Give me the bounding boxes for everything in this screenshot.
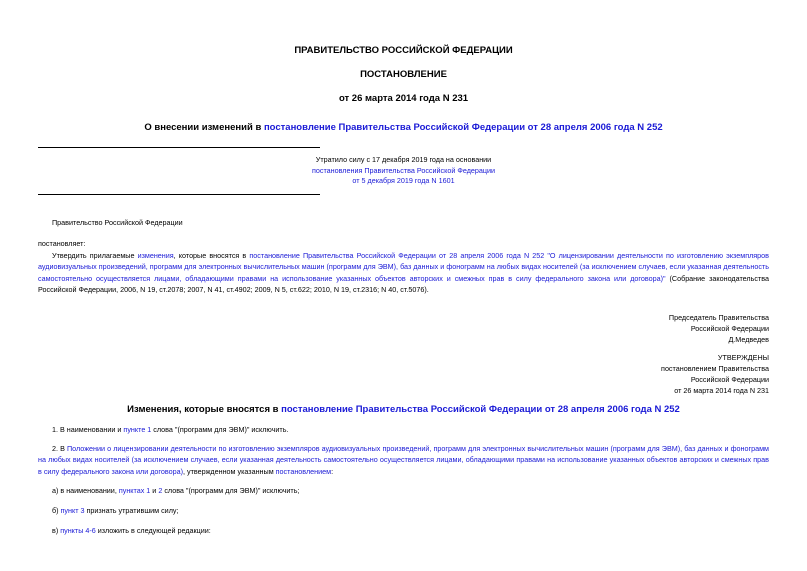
changes-title-link[interactable]: постановление Правительства Российской Федерации от 28 апреля 2006 года N 252 bbox=[281, 404, 680, 415]
decree-252-link[interactable]: постановление Правительства Российской Федерации от 28 апреля 2006 года N 252 "О лицензировании деятельности по изготовлению экземпляров аудиовизуальных произведений, программ для электронных вычислительных машин (программ для ЭВМ), баз данных и фонограмм на любых видах носителей (за исключением случаев, если указанная деятельность самостоятельно осуществляется лицами, обладающими правами на использование указанных объектов авторских и смежных прав в силу федерального закона или договора)" bbox=[38, 251, 769, 283]
signature-country: Российской Федерации bbox=[690, 324, 769, 333]
title-link[interactable]: постановление Правительства Российской Федерации от 28 апреля 2006 года N 252 bbox=[263, 122, 663, 133]
sub-a-link-1[interactable]: пунктах 1 bbox=[118, 486, 151, 495]
approval-block bbox=[661, 352, 769, 396]
item2-text-c: : bbox=[331, 466, 334, 476]
sub-c-text-b: изложить в следующей редакции: bbox=[95, 526, 211, 535]
p1-text-a: Утвердить прилагаемые bbox=[52, 251, 138, 260]
approved-by: постановлением Правительства bbox=[661, 364, 769, 373]
status-link-date[interactable]: от 5 декабря 2019 года N 1601 bbox=[352, 176, 455, 186]
issuer-line bbox=[38, 217, 769, 228]
status-block bbox=[200, 155, 607, 187]
item1-text-a: 1. В наименовании и bbox=[52, 425, 124, 434]
sub-a-text-a: а) в наименовании, bbox=[52, 486, 119, 495]
sub-item-a bbox=[38, 485, 769, 496]
item2-text-b: , утвержденном указанным bbox=[183, 466, 276, 476]
status-link-decree[interactable]: постановления Правительства Российской Федерации bbox=[311, 165, 496, 175]
document-date: от 26 марта 2014 года N 231 bbox=[338, 93, 469, 104]
item2-text-a: 2. В bbox=[52, 444, 68, 453]
approved-country: Российской Федерации bbox=[690, 375, 769, 384]
signature-title: Председатель Правительства bbox=[668, 313, 769, 322]
sub-item-b bbox=[38, 505, 769, 516]
change-item-1 bbox=[38, 424, 769, 435]
title-prefix: О внесении изменений в bbox=[144, 122, 264, 133]
item1-link[interactable]: пункте 1 bbox=[123, 425, 152, 434]
changes-link[interactable]: изменения bbox=[137, 251, 174, 260]
sub-b-text-b: признать утратившим силу; bbox=[84, 506, 179, 515]
item2-decree-link[interactable]: постановлением bbox=[275, 466, 332, 476]
sub-a-text-b: слова "(программ для ЭВМ)" исключить; bbox=[162, 486, 300, 495]
status-top-divider bbox=[38, 147, 320, 148]
sub-b-text-a: б) bbox=[52, 506, 61, 515]
item1-text-b: слова "(программ для ЭВМ)" исключить. bbox=[151, 425, 289, 434]
sub-b-link[interactable]: пункт 3 bbox=[60, 506, 85, 515]
issuer-text: Правительство Российской Федерации bbox=[52, 218, 183, 227]
signature-name: Д.Медведев bbox=[728, 335, 769, 344]
changes-title-prefix: Изменения, которые вносятся в bbox=[127, 404, 282, 415]
government-heading: ПРАВИТЕЛЬСТВО РОССИЙСКОЙ ФЕДЕРАЦИИ bbox=[294, 45, 513, 56]
main-paragraph bbox=[38, 250, 769, 296]
change-item-2 bbox=[38, 443, 769, 477]
sub-a-link-2[interactable]: 2 bbox=[158, 486, 163, 495]
p1-text-b: , которые вносятся в bbox=[173, 251, 250, 260]
p1-text-c: (Собрание законодательства Российской Федерации, 2006, N 19, ст.2078; 2007, N 41, ст.4902; 2009, N 5, ст.622; 2010, N 19, ст.2316; N 40, ст.5076). bbox=[38, 273, 769, 295]
changes-title bbox=[0, 404, 807, 415]
status-bottom-divider bbox=[38, 194, 320, 195]
sub-c-link[interactable]: пункты 4-6 bbox=[60, 526, 96, 535]
decrees-line: постановляет: bbox=[38, 239, 86, 248]
document-title bbox=[0, 122, 807, 133]
sub-item-c bbox=[38, 525, 769, 536]
sub-a-and: и bbox=[150, 486, 159, 495]
item2-regulation-link[interactable]: Положении о лицензировании деятельности по изготовлению экземпляров аудиовизуальных произведений, программ для электронных вычислительных машин (программ для ЭВМ), баз данных и фонограмм на любых видах носителей (за исключением случаев, если указанная деятельность самостоятельно осуществляется лицами, обладающими правами на использование указанных объектов авторских и смежных прав в силу федерального закона или договора) bbox=[38, 444, 769, 476]
sub-c-text-a: в) bbox=[52, 526, 61, 535]
signature-block bbox=[669, 312, 769, 345]
approved-word: УТВЕРЖДЕНЫ bbox=[717, 353, 769, 362]
status-text: Утратило силу с 17 декабря 2019 года на основании bbox=[315, 155, 492, 164]
approved-date: от 26 марта 2014 года N 231 bbox=[674, 386, 769, 395]
document-type: ПОСТАНОВЛЕНИЕ bbox=[360, 69, 447, 80]
